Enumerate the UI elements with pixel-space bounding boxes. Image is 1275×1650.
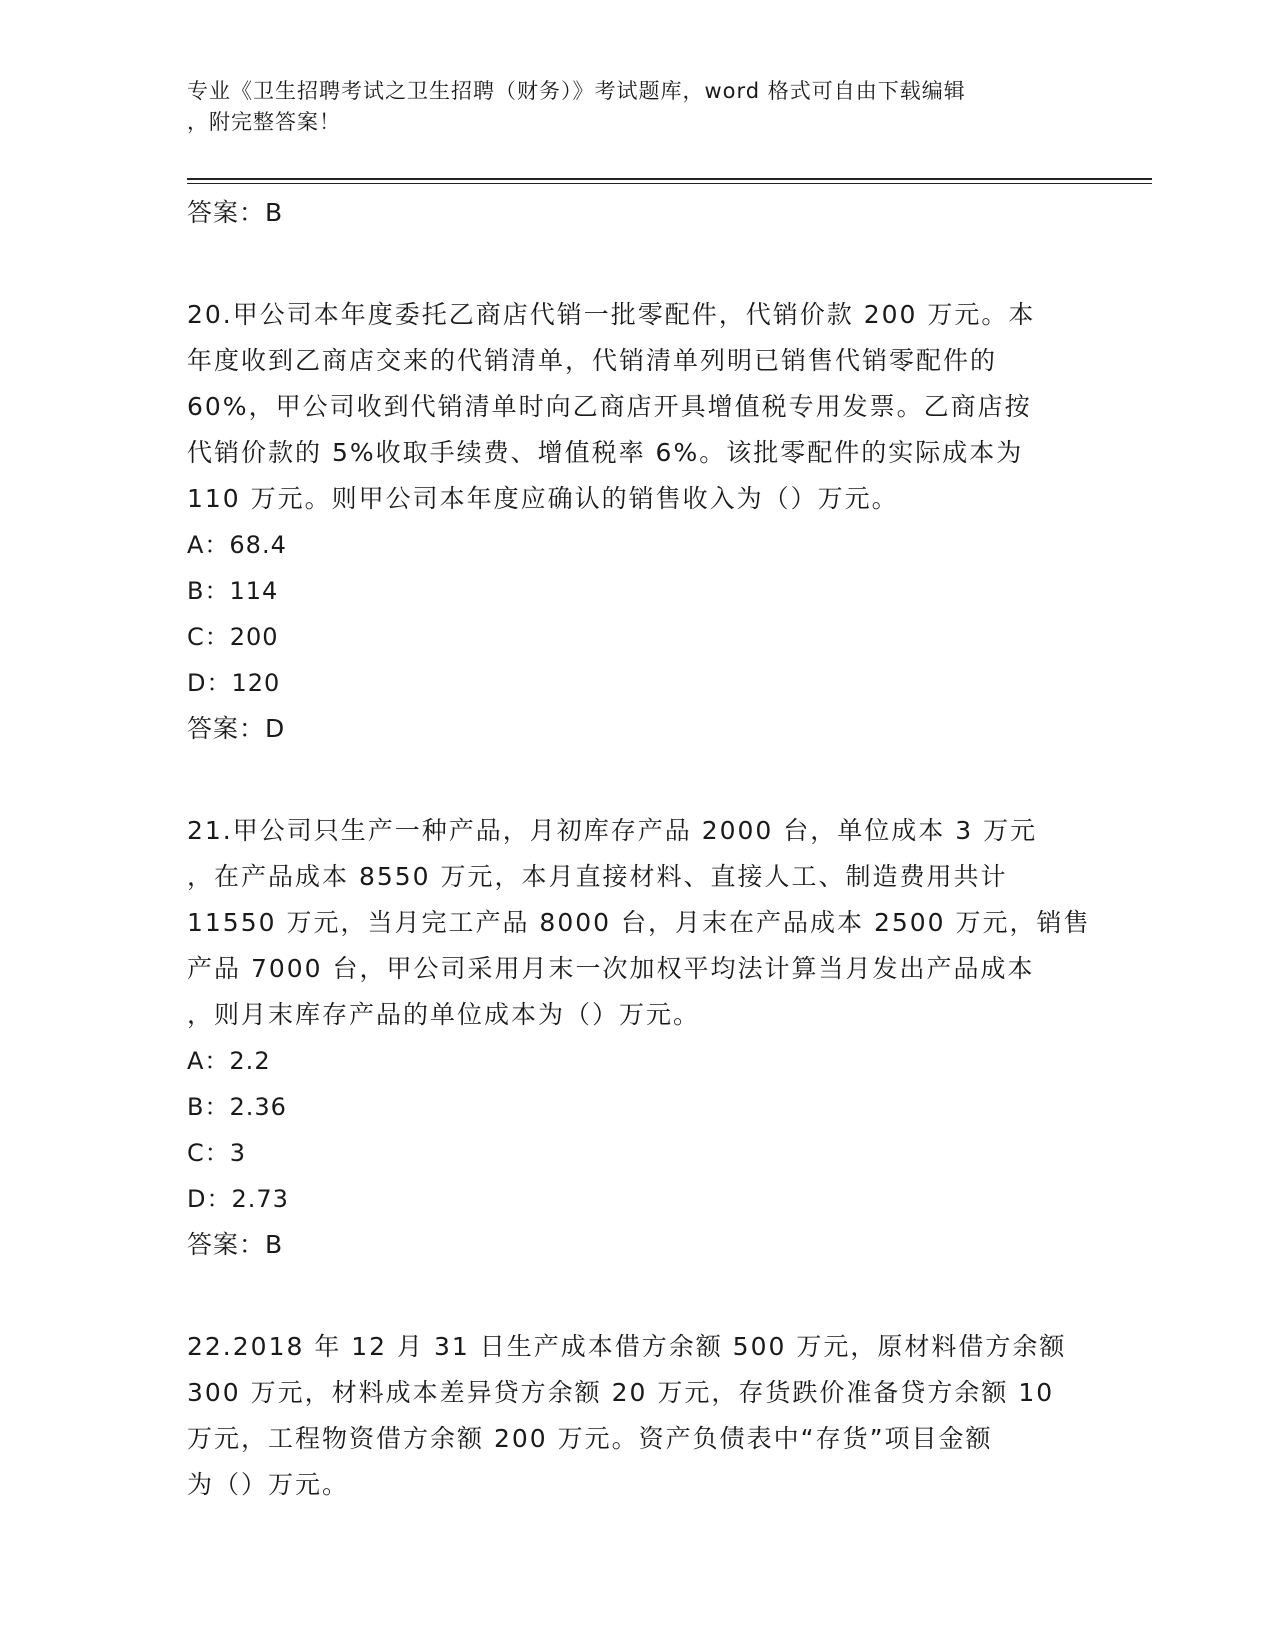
option-d: D：2.73 [187,1185,289,1213]
question-20 [187,292,1087,522]
page-header [187,76,1087,138]
question-text-line: 110 万元。则甲公司本年度应确认的销售收入为（）万元。 [187,484,899,513]
option-b: B：114 [187,577,279,605]
question-text-line: 代销价款的 5%收取手续费、增值税率 6%。该批零配件的实际成本为 [187,438,1024,467]
header-divider [187,183,1152,184]
option-a: A：2.2 [187,1047,271,1075]
spacer [187,1268,1087,1324]
answer-line: 答案：B [187,198,284,227]
header-line: ，附完整答案！ [187,110,341,134]
question-text-line: 万元，工程物资借方余额 200 万元。资产负债表中“存货”项目金额 [187,1424,993,1453]
header-divider [187,178,1152,180]
option-b: B：2.36 [187,1093,287,1121]
question-text-line: 年度收到乙商店交来的代销清单，代销清单列明已销售代销零配件的 [187,346,998,375]
document-body [187,190,1091,1508]
question-text-line: 60%，甲公司收到代销清单时向乙商店开具增值税专用发票。乙商店按 [187,392,1032,421]
question-21 [187,808,1091,1038]
question-text-line: ，在产品成本 8550 万元，本月直接材料、直接人工、制造费用共计 [187,862,1008,891]
option-a: A：68.4 [187,531,287,559]
option-c: C：3 [187,1139,247,1167]
question-text-line: 产品 7000 台，甲公司采用月末一次加权平均法计算当月发出产品成本 [187,954,1035,983]
header-line: 专业《卫生招聘考试之卫生招聘（财务）》考试题库，word 格式可自由下载编辑 [187,79,966,103]
option-c: C：200 [187,623,279,651]
spacer [187,752,1087,808]
option-d: D：120 [187,669,281,697]
question-text-line: 300 万元，材料成本差异贷方余额 20 万元，存货跌价准备贷方余额 10 [187,1378,1055,1407]
question-text-line: 21.甲公司只生产一种产品，月初库存产品 2000 台，单位成本 3 万元 [187,816,1038,845]
question-text-line: 22.2018 年 12 月 31 日生产成本借方余额 500 万元，原材料借方余额 [187,1332,1067,1361]
spacer [187,236,1087,292]
question-22 [187,1324,1087,1508]
answer-line: 答案：B [187,1230,284,1259]
question-text-line: 为（）万元。 [187,1470,350,1499]
question-text-line: 20.甲公司本年度委托乙商店代销一批零配件，代销价款 200 万元。本 [187,300,1036,329]
question-text-line: 11550 万元，当月完工产品 8000 台，月末在产品成本 2500 万元，销售 [187,908,1091,937]
answer-line: 答案：D [187,714,286,743]
question-text-line: ，则月末库存产品的单位成本为（）万元。 [187,1000,701,1029]
